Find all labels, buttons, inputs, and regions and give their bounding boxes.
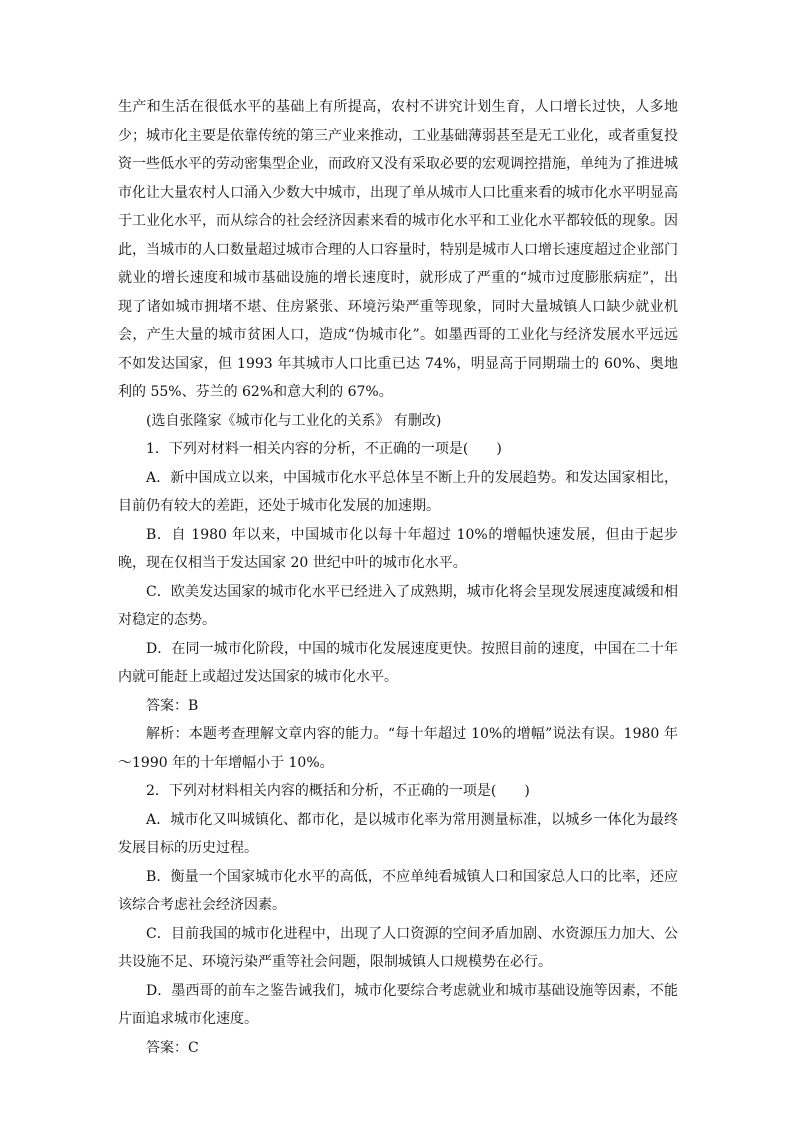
document-body [118, 93, 678, 1062]
question-2-answer: 答案：C [146, 1039, 199, 1056]
question-2-option-d: D．墨西哥的前车之鉴告诫我们，城市化要综合考虑就业和城市基础设施等因素，不能片面追求城市化速度。 [118, 982, 678, 1027]
question-1-option-d: D．在同一城市化阶段，中国的城市化发展速度更快。按照目前的速度，中国在二十年内就可能赶上或超过发达国家的城市化水平。 [118, 640, 678, 685]
question-1-option-c: C．欧美发达国家的城市化水平已经进入了成熟期，城市化将会呈现发展速度减缓和相对稳定的态势。 [118, 583, 678, 628]
question-1-option-a: A．新中国成立以来，中国城市化水平总体呈不断上升的发展趋势。和发达国家相比，目前仍有较大的差距，还处于城市化发展的加速期。 [118, 469, 678, 514]
passage-paragraph: 生产和生活在很低水平的基础上有所提高，农村不讲究计划生育，人口增长过快，人多地少；城市化主要是依靠传统的第三产业来推动，工业基础薄弱甚至是无工业化，或者重复投资一些低水平的劳动密集型企业，而政府又没有采取必要的宏观调控措施，单纯为了推进城市化让大量农村人口涌入少数大中城市，出现了单从城市人口比重来看的城市化水平明显高于工业化水平，而从综合的社会经济因素来看的城市化水平和工业化水平都较低的现象。因此，当城市的人口数量超过城市合理的人口容量时，特别是城市人口增长速度超过企业部门就业的增长速度和城市基础设施的增长速度时，就形成了严重的“城市过度膨胀病症”，出现了诸如城市拥堵不堪、住房紧张、环境污染严重等现象，同时大量城镇人口缺少就业机会，产生大量的城市贫困人口，造成“伪城市化”。如墨西哥的工业化与经济发展水平远远不如发达国家，但 1993 年其城市人口比重已达 74%，明显高于同期瑞士的 60%、奥地利的 55%、芬兰的 62%和意大利的 67%。 [118, 99, 678, 400]
question-2-option-b: B．衡量一个国家城市化水平的高低，不应单纯看城镇人口和国家总人口的比率，还应该综合考虑社会经济因素。 [118, 868, 678, 913]
question-2-option-c: C．目前我国的城市化进程中，出现了人口资源的空间矛盾加剧、水资源压力加大、公共设施不足、环境污染严重等社会问题，限制城镇人口规模势在必行。 [118, 925, 678, 970]
question-1-stem: 1．下列对材料一相关内容的分析，不正确的一项是( ) [146, 441, 502, 457]
question-1-analysis: 解析：本题考查理解文章内容的能力。“每十年超过 10%的增幅”说法有误。1980 年～1990 年的十年增幅小于 10%。 [118, 726, 678, 771]
question-2-option-a: A．城市化又叫城镇化、都市化，是以城市化率为常用测量标准，以城乡一体化为最终发展目标的历史过程。 [118, 811, 678, 856]
question-1-answer: 答案：B [146, 697, 199, 714]
question-2-stem: 2．下列对材料相关内容的概括和分析，不正确的一项是( ) [146, 783, 530, 799]
passage-source: (选自张隆家《城市化与工业化的关系》 有删改) [146, 412, 442, 429]
question-1-option-b: B．自 1980 年以来，中国城市化以每十年超过 10%的增幅快速发展，但由于起步晚，现在仅相当于发达国家 20 世纪中叶的城市化水平。 [118, 526, 678, 571]
